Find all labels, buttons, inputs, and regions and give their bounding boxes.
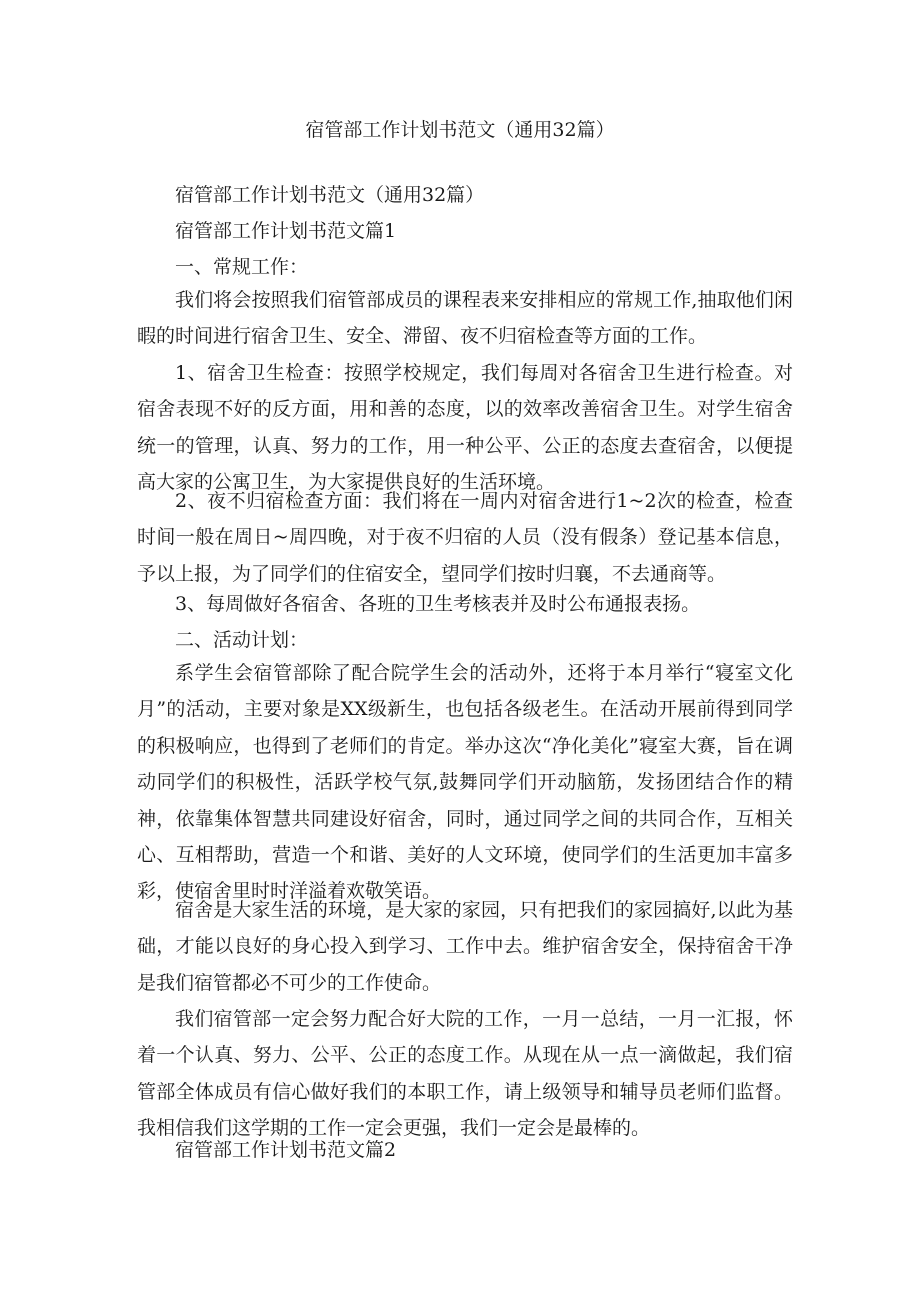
activity-plan-heading: 二、活动计划：: [175, 629, 309, 651]
home-paragraph: 宿舍是大家生活的环境，是大家的家园，只有把我们的家园搞好,以此为基础，才能以良好的身心投入到学习、工作中去。维护宿舍安全，保持宿舍干净是我们宿管都必不可少的工作使命。: [137, 899, 793, 994]
hygiene-report-item: 3、每周做好各宿舍、各班的卫生考核表并及时公布通报表扬。: [175, 593, 701, 615]
regular-work-heading: 一、常规工作：: [175, 256, 309, 278]
regular-work-paragraph: 我们将会按照我们宿管部成员的课程表来安排相应的常规工作,抽取他们闲暇的时间进行宿舍卫生、安全、滞留、夜不归宿检查等方面的工作。: [137, 289, 793, 348]
night-check-paragraph: 2、夜不归宿检查方面：我们将在一周内对宿舍进行1~2次的检查，检查时间一般在周日~周四晚，对于夜不归宿的人员（没有假条）登记基本信息，予以上报，为了同学们的住宿安全，望同学们按时归襄，不去通商等。: [137, 490, 793, 585]
section2-heading: 宿管部工作计划书范文篇2: [175, 1139, 397, 1161]
document-subtitle: 宿管部工作计划书范文（通用32篇）: [175, 184, 485, 206]
section1-heading: 宿管部工作计划书范文篇1: [175, 220, 397, 242]
summary-paragraph: 我们宿管部一定会努力配合好大院的工作，一月一总结，一月一汇报，怀着一个认真、努力、公平、公正的态度工作。从现在从一点一滴做起，我们宿管部全体成员有信心做好我们的本职工作，请上级领导和辅导员老师们监督。我相信我们这学期的工作一定会更强，我们一定会是最棒的。: [137, 1008, 793, 1140]
dorm-hygiene-paragraph: 1、宿舍卫生检查：按照学校规定，我们每周对各宿舍卫生进行检查。对宿舍表现不好的反方面，用和善的态度，以的效率改善宿舍卫生。对学生宿舍统一的管理，认真、努力的工作，用一种公平、公正的态度去查宿舍，以便提高大家的公寓卫生，为大家提供良好的生活环境。: [137, 362, 793, 494]
activity-paragraph: 系学生会宿管部除了配合院学生会的活动外，还将于本月举行“寝室文化月”的活动，主要对象是XX级新生，也包括各级老生。在活动开展前得到同学的积极响应，也得到了老师们的肯定。举办这次“净化美化”寝室大赛，旨在调动同学们的积极性，活跃学校气氛,鼓舞同学们开动脑筋，发扬团结合作的精神，依靠集体智慧共同建设好宿舍，同时，通过同学之间的共同合作，互相关心、互相帮助，营造一个和谐、美好的人文环境，使同学们的生活更加丰富多彩，使宿舍里时时洋溢着欢敬笑语。: [137, 662, 793, 903]
document-title: 宿管部工作计划书范文（通用32篇）: [305, 119, 615, 141]
